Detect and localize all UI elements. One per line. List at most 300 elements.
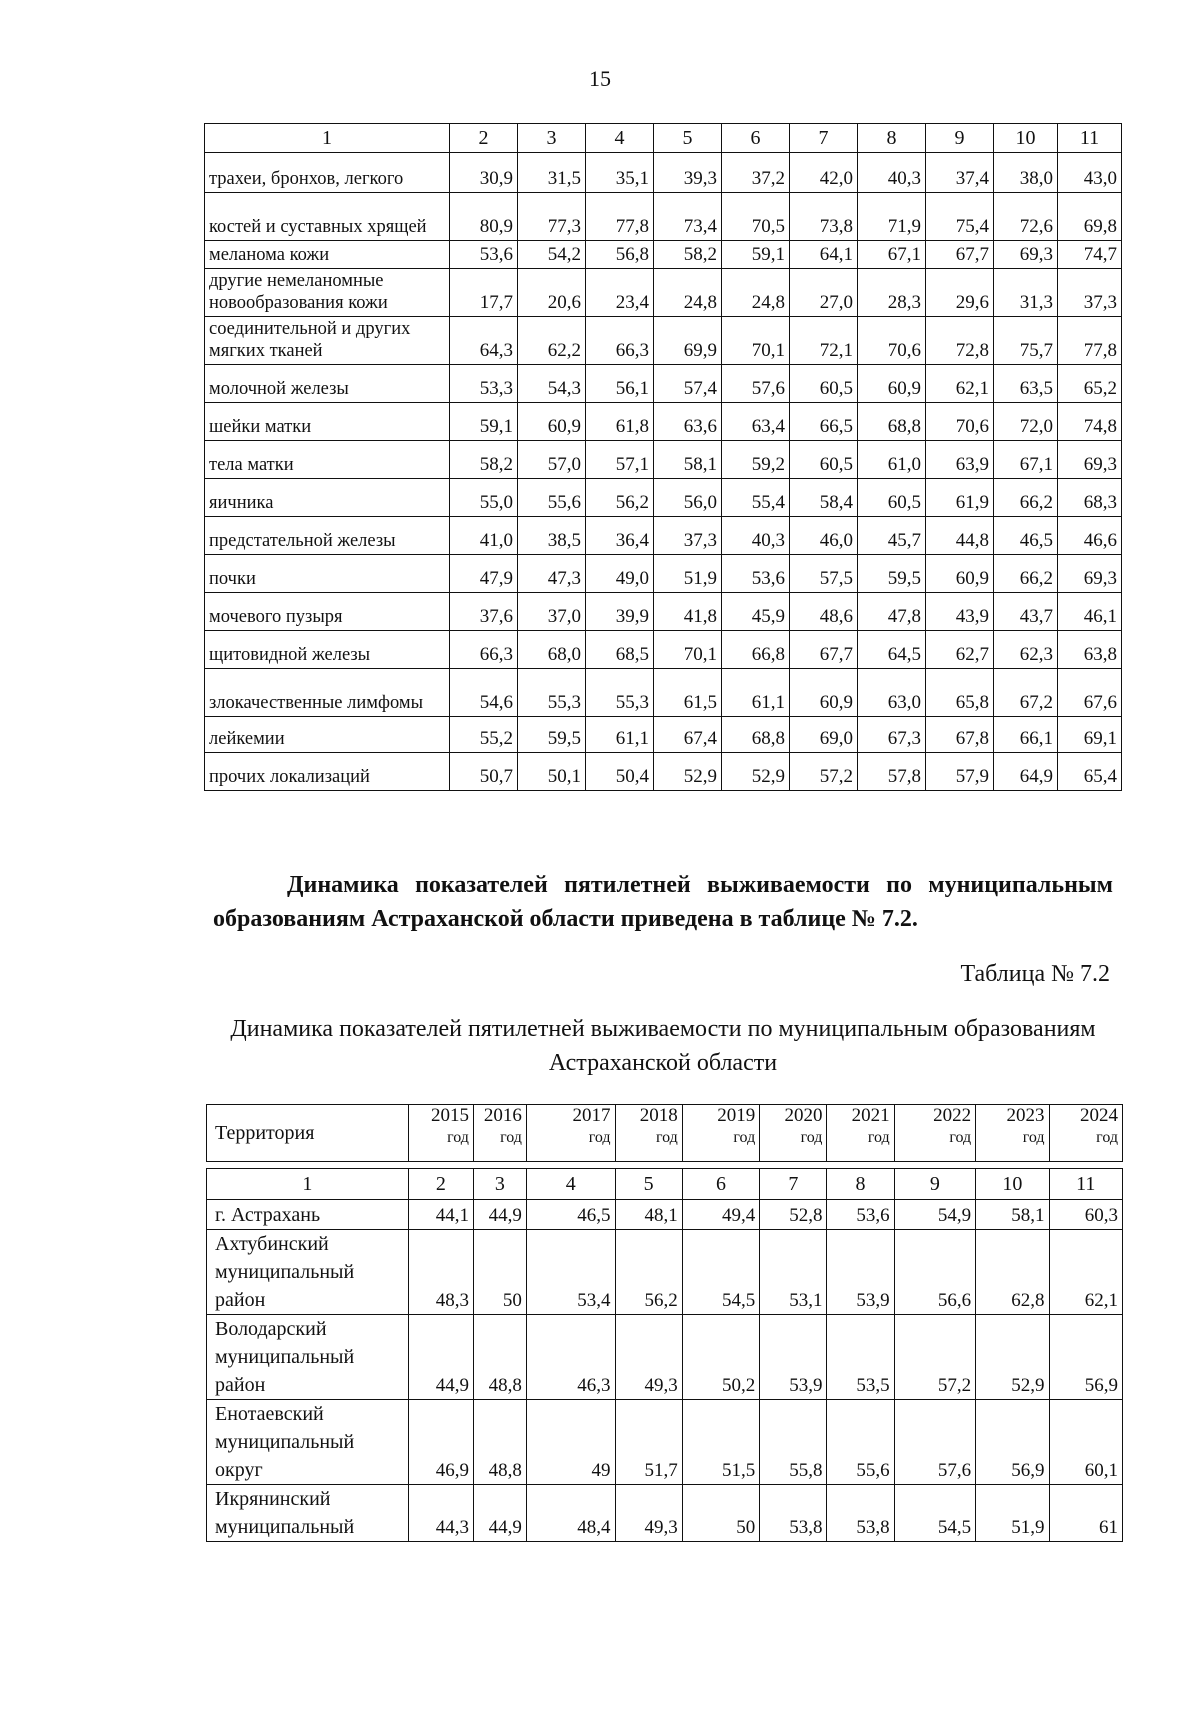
table-cell: 72,6 bbox=[994, 193, 1058, 241]
table-cell: 24,8 bbox=[654, 269, 722, 317]
table-cell: 55,2 bbox=[450, 717, 518, 753]
table-cell: 67,3 bbox=[858, 717, 926, 753]
table-cell: 69,1 bbox=[1058, 717, 1122, 753]
table-cell: 55,3 bbox=[518, 669, 586, 717]
table-cell: 61,1 bbox=[722, 669, 790, 717]
column-number-8: 8 bbox=[827, 1169, 894, 1200]
table-cell: 30,9 bbox=[450, 153, 518, 193]
table-cell: 62,8 bbox=[976, 1230, 1049, 1315]
table-cell: 41,8 bbox=[654, 593, 722, 631]
table-cell: 68,5 bbox=[586, 631, 654, 669]
table-cell: 62,3 bbox=[994, 631, 1058, 669]
table-cell: 68,0 bbox=[518, 631, 586, 669]
table-cell: 44,9 bbox=[408, 1315, 473, 1400]
table-row bbox=[205, 753, 1122, 791]
table-cell: 67,8 bbox=[926, 717, 994, 753]
table-cell: 44,9 bbox=[473, 1485, 526, 1542]
table-cell: 58,2 bbox=[654, 241, 722, 269]
year-value: 2023 bbox=[1006, 1105, 1045, 1126]
table-row bbox=[205, 153, 1122, 193]
table-row bbox=[205, 593, 1122, 631]
table-cell: 70,1 bbox=[722, 317, 790, 365]
table-header-row bbox=[207, 1105, 1123, 1162]
table-cell: 72,1 bbox=[790, 317, 858, 365]
table-cell: 63,0 bbox=[858, 669, 926, 717]
table-cell: 39,9 bbox=[586, 593, 654, 631]
table-cell: 48,8 bbox=[473, 1400, 526, 1485]
table-cell: 48,3 bbox=[408, 1230, 473, 1315]
row-label: тела матки bbox=[205, 441, 450, 479]
table-cell: 37,6 bbox=[450, 593, 518, 631]
table-cell: 61,1 bbox=[586, 717, 654, 753]
table-cell: 46,1 bbox=[1058, 593, 1122, 631]
table-cell: 57,4 bbox=[654, 365, 722, 403]
table-cell: 69,0 bbox=[790, 717, 858, 753]
table-cell: 65,4 bbox=[1058, 753, 1122, 791]
table-cell: 70,5 bbox=[722, 193, 790, 241]
table-cell: 67,1 bbox=[858, 241, 926, 269]
year-value: 2022 bbox=[933, 1105, 972, 1126]
table-cell: 73,4 bbox=[654, 193, 722, 241]
table-cell: 50 bbox=[682, 1485, 759, 1542]
table-cell: 69,3 bbox=[1058, 555, 1122, 593]
column-number-9: 9 bbox=[894, 1169, 976, 1200]
row-label: Икрянинский муниципальный bbox=[207, 1485, 409, 1542]
table-cell: 48,1 bbox=[615, 1200, 682, 1230]
table-cell: 60,5 bbox=[790, 365, 858, 403]
table-cell: 43,7 bbox=[994, 593, 1058, 631]
table-cell: 37,0 bbox=[518, 593, 586, 631]
table-cell: 50,2 bbox=[682, 1315, 759, 1400]
table-cell: 69,3 bbox=[1058, 441, 1122, 479]
table-cell: 58,2 bbox=[450, 441, 518, 479]
table-cell: 52,9 bbox=[976, 1315, 1049, 1400]
table-row bbox=[205, 479, 1122, 517]
table-cell: 63,4 bbox=[722, 403, 790, 441]
table-cell: 36,4 bbox=[586, 517, 654, 555]
table-cell: 50,1 bbox=[518, 753, 586, 791]
table-cell: 53,5 bbox=[827, 1315, 894, 1400]
table-cell: 55,8 bbox=[760, 1400, 827, 1485]
table-cell: 53,3 bbox=[450, 365, 518, 403]
table-row bbox=[207, 1200, 1123, 1230]
year-value: 2020 bbox=[784, 1105, 823, 1126]
table-cell: 44,1 bbox=[408, 1200, 473, 1230]
table-cell: 63,9 bbox=[926, 441, 994, 479]
table-cell: 49 bbox=[526, 1400, 615, 1485]
table-row bbox=[207, 1230, 1123, 1315]
column-number-10: 10 bbox=[994, 124, 1058, 153]
table-cell: 61,8 bbox=[586, 403, 654, 441]
year-header bbox=[976, 1105, 1049, 1162]
year-suffix: год bbox=[655, 1129, 678, 1146]
table-cell: 57,6 bbox=[894, 1400, 976, 1485]
table-cell: 49,0 bbox=[586, 555, 654, 593]
year-suffix: год bbox=[733, 1129, 756, 1146]
table-cell: 23,4 bbox=[586, 269, 654, 317]
table-cell: 54,5 bbox=[894, 1485, 976, 1542]
table-cell: 29,6 bbox=[926, 269, 994, 317]
table-row bbox=[205, 717, 1122, 753]
column-number-7: 7 bbox=[790, 124, 858, 153]
table-cell: 46,0 bbox=[790, 517, 858, 555]
table-cell: 56,0 bbox=[654, 479, 722, 517]
table-row bbox=[205, 441, 1122, 479]
column-number-2: 2 bbox=[450, 124, 518, 153]
table-cell: 75,4 bbox=[926, 193, 994, 241]
table-cell: 54,9 bbox=[894, 1200, 976, 1230]
table-cell: 66,3 bbox=[450, 631, 518, 669]
table-cell: 56,9 bbox=[976, 1400, 1049, 1485]
row-label: Енотаевский муниципальный округ bbox=[207, 1400, 409, 1485]
table-cell: 67,7 bbox=[790, 631, 858, 669]
table-cell: 56,1 bbox=[586, 365, 654, 403]
column-number-8: 8 bbox=[858, 124, 926, 153]
table-cell: 48,4 bbox=[526, 1485, 615, 1542]
table-cell: 77,8 bbox=[586, 193, 654, 241]
table-cell: 31,5 bbox=[518, 153, 586, 193]
table-row bbox=[205, 631, 1122, 669]
year-value: 2024 bbox=[1080, 1105, 1118, 1126]
row-label: предстательной железы bbox=[205, 517, 450, 555]
table-row bbox=[207, 1485, 1123, 1542]
table-cell: 55,4 bbox=[722, 479, 790, 517]
table-cell: 51,9 bbox=[654, 555, 722, 593]
table-cell: 51,5 bbox=[682, 1400, 759, 1485]
table-cell: 67,4 bbox=[654, 717, 722, 753]
table-cell: 75,7 bbox=[994, 317, 1058, 365]
table-cell: 40,3 bbox=[858, 153, 926, 193]
year-suffix: год bbox=[949, 1129, 972, 1146]
column-number-6: 6 bbox=[722, 124, 790, 153]
table-cell: 67,7 bbox=[926, 241, 994, 269]
table-cell: 77,3 bbox=[518, 193, 586, 241]
table-cell: 48,8 bbox=[473, 1315, 526, 1400]
territory-header: Территория bbox=[207, 1105, 409, 1162]
table-cell: 57,5 bbox=[790, 555, 858, 593]
table-cell: 35,1 bbox=[586, 153, 654, 193]
table-cell: 56,9 bbox=[1049, 1315, 1122, 1400]
table-cell: 64,9 bbox=[994, 753, 1058, 791]
table-cell: 43,9 bbox=[926, 593, 994, 631]
table-row bbox=[205, 669, 1122, 717]
table-cell: 39,3 bbox=[654, 153, 722, 193]
year-value: 2018 bbox=[639, 1105, 678, 1126]
column-number-5: 5 bbox=[654, 124, 722, 153]
body-paragraph: Динамика показателей пятилетней выживаемости по муниципальным образованиям Астраханской области приведена в таблице № 7.2. bbox=[213, 872, 1113, 932]
year-header bbox=[894, 1105, 976, 1162]
table-cell: 50 bbox=[473, 1230, 526, 1315]
table-cell: 38,5 bbox=[518, 517, 586, 555]
table-cell: 54,5 bbox=[682, 1230, 759, 1315]
table-cell: 73,8 bbox=[790, 193, 858, 241]
table-cell: 56,6 bbox=[894, 1230, 976, 1315]
table-cell: 58,1 bbox=[976, 1200, 1049, 1230]
row-label: мочевого пузыря bbox=[205, 593, 450, 631]
table-cell: 67,6 bbox=[1058, 669, 1122, 717]
year-suffix: год bbox=[1096, 1129, 1118, 1146]
table-cell: 66,2 bbox=[994, 555, 1058, 593]
table-cell: 38,0 bbox=[994, 153, 1058, 193]
table-cell: 60,9 bbox=[858, 365, 926, 403]
year-header bbox=[1049, 1105, 1122, 1162]
year-suffix: год bbox=[1022, 1129, 1045, 1146]
table-row bbox=[205, 365, 1122, 403]
table-cell: 59,5 bbox=[518, 717, 586, 753]
table-cell: 63,5 bbox=[994, 365, 1058, 403]
year-suffix: год bbox=[500, 1129, 522, 1146]
table-cell: 51,7 bbox=[615, 1400, 682, 1485]
year-suffix: год bbox=[867, 1129, 890, 1146]
table-cell: 54,6 bbox=[450, 669, 518, 717]
survival-by-site-table bbox=[204, 123, 1122, 791]
table-cell: 56,8 bbox=[586, 241, 654, 269]
table-cell: 41,0 bbox=[450, 517, 518, 555]
table-cell: 68,3 bbox=[1058, 479, 1122, 517]
table-cell: 63,8 bbox=[1058, 631, 1122, 669]
column-number-5: 5 bbox=[615, 1169, 682, 1200]
table-cell: 57,8 bbox=[858, 753, 926, 791]
table-cell: 48,6 bbox=[790, 593, 858, 631]
row-label: молочной железы bbox=[205, 365, 450, 403]
table-cell: 65,8 bbox=[926, 669, 994, 717]
column-number-4: 4 bbox=[586, 124, 654, 153]
table-cell: 55,6 bbox=[827, 1400, 894, 1485]
row-label: Ахтубинский муниципальный район bbox=[207, 1230, 409, 1315]
table-cell: 46,3 bbox=[526, 1315, 615, 1400]
table-cell: 56,2 bbox=[615, 1230, 682, 1315]
table-cell: 53,8 bbox=[827, 1485, 894, 1542]
year-header bbox=[682, 1105, 759, 1162]
row-label: трахеи, бронхов, легкого bbox=[205, 153, 450, 193]
table-cell: 59,1 bbox=[450, 403, 518, 441]
table-cell: 68,8 bbox=[722, 717, 790, 753]
table-cell: 55,3 bbox=[586, 669, 654, 717]
row-label: костей и суставных хрящей bbox=[205, 193, 450, 241]
column-number-9: 9 bbox=[926, 124, 994, 153]
table-cell: 72,8 bbox=[926, 317, 994, 365]
table-cell: 72,0 bbox=[994, 403, 1058, 441]
year-value: 2017 bbox=[572, 1105, 611, 1126]
table-cell: 53,9 bbox=[760, 1315, 827, 1400]
table-row bbox=[207, 1400, 1123, 1485]
table-cell: 57,0 bbox=[518, 441, 586, 479]
year-header bbox=[827, 1105, 894, 1162]
row-label: г. Астрахань bbox=[207, 1200, 409, 1230]
column-number-2: 2 bbox=[408, 1169, 473, 1200]
column-number-1: 1 bbox=[205, 124, 450, 153]
table-cell: 62,2 bbox=[518, 317, 586, 365]
table-cell: 50,4 bbox=[586, 753, 654, 791]
row-label: соединительной и других мягких тканей bbox=[205, 317, 450, 365]
table-cell: 74,8 bbox=[1058, 403, 1122, 441]
table-cell: 58,1 bbox=[654, 441, 722, 479]
year-value: 2019 bbox=[717, 1105, 756, 1126]
table-cell: 37,2 bbox=[722, 153, 790, 193]
row-label: яичника bbox=[205, 479, 450, 517]
year-suffix: год bbox=[588, 1129, 611, 1146]
column-number-11: 11 bbox=[1058, 124, 1122, 153]
table-cell: 20,6 bbox=[518, 269, 586, 317]
row-label: шейки матки bbox=[205, 403, 450, 441]
table-cell: 80,9 bbox=[450, 193, 518, 241]
table-cell: 44,9 bbox=[473, 1200, 526, 1230]
row-label: злокачественные лимфомы bbox=[205, 669, 450, 717]
year-header bbox=[473, 1105, 526, 1162]
column-number-6: 6 bbox=[682, 1169, 759, 1200]
table-cell: 64,3 bbox=[450, 317, 518, 365]
table-cell: 53,6 bbox=[450, 241, 518, 269]
table-cell: 61,0 bbox=[858, 441, 926, 479]
row-label: лейкемии bbox=[205, 717, 450, 753]
table-cell: 51,9 bbox=[976, 1485, 1049, 1542]
row-label: почки bbox=[205, 555, 450, 593]
table-header-row bbox=[205, 124, 1122, 153]
table-cell: 66,2 bbox=[994, 479, 1058, 517]
table-cell: 53,6 bbox=[827, 1200, 894, 1230]
survival-by-municipality-table bbox=[206, 1104, 1123, 1542]
table-cell: 60,9 bbox=[790, 669, 858, 717]
table-cell: 62,1 bbox=[926, 365, 994, 403]
table-cell: 57,6 bbox=[722, 365, 790, 403]
table-cell: 69,9 bbox=[654, 317, 722, 365]
year-header bbox=[760, 1105, 827, 1162]
table-cell: 60,5 bbox=[858, 479, 926, 517]
table-cell: 62,1 bbox=[1049, 1230, 1122, 1315]
table-cell: 53,6 bbox=[722, 555, 790, 593]
table-cell: 59,1 bbox=[722, 241, 790, 269]
table-cell: 31,3 bbox=[994, 269, 1058, 317]
table-cell: 45,9 bbox=[722, 593, 790, 631]
table-cell: 37,4 bbox=[926, 153, 994, 193]
table-cell: 64,5 bbox=[858, 631, 926, 669]
table-cell: 57,2 bbox=[790, 753, 858, 791]
table-cell: 60,9 bbox=[518, 403, 586, 441]
table-cell: 58,4 bbox=[790, 479, 858, 517]
table-cell: 47,8 bbox=[858, 593, 926, 631]
table-cell: 52,8 bbox=[760, 1200, 827, 1230]
table-cell: 57,9 bbox=[926, 753, 994, 791]
table-cell: 46,6 bbox=[1058, 517, 1122, 555]
table-cell: 60,3 bbox=[1049, 1200, 1122, 1230]
year-header bbox=[615, 1105, 682, 1162]
table-row bbox=[205, 269, 1122, 317]
table-label: Таблица № 7.2 bbox=[960, 961, 1110, 987]
table-row bbox=[207, 1315, 1123, 1400]
table-cell: 69,3 bbox=[994, 241, 1058, 269]
table-cell: 70,6 bbox=[858, 317, 926, 365]
table-cell: 60,5 bbox=[790, 441, 858, 479]
year-suffix: год bbox=[447, 1129, 469, 1146]
table-cell: 46,5 bbox=[526, 1200, 615, 1230]
table-cell: 47,3 bbox=[518, 555, 586, 593]
table-cell: 49,3 bbox=[615, 1315, 682, 1400]
table-cell: 17,7 bbox=[450, 269, 518, 317]
table-row bbox=[205, 241, 1122, 269]
table-cell: 67,1 bbox=[994, 441, 1058, 479]
table-cell: 57,2 bbox=[894, 1315, 976, 1400]
table-cell: 68,8 bbox=[858, 403, 926, 441]
table-cell: 56,2 bbox=[586, 479, 654, 517]
table-cell: 53,9 bbox=[827, 1230, 894, 1315]
year-value: 2016 bbox=[483, 1105, 522, 1126]
table-cell: 57,1 bbox=[586, 441, 654, 479]
table-cell: 24,8 bbox=[722, 269, 790, 317]
table-cell: 42,0 bbox=[790, 153, 858, 193]
table-cell: 50,7 bbox=[450, 753, 518, 791]
table-cell: 60,9 bbox=[926, 555, 994, 593]
table-cell: 55,0 bbox=[450, 479, 518, 517]
table-cell: 54,3 bbox=[518, 365, 586, 403]
table-cell: 69,8 bbox=[1058, 193, 1122, 241]
table-title: Динамика показателей пятилетней выживаемости по муниципальным образованиям Астраханской области bbox=[230, 1016, 1096, 1076]
table-cell: 67,2 bbox=[994, 669, 1058, 717]
table-cell: 61,9 bbox=[926, 479, 994, 517]
column-number-10: 10 bbox=[976, 1169, 1049, 1200]
table-cell: 65,2 bbox=[1058, 365, 1122, 403]
table-cell: 70,1 bbox=[654, 631, 722, 669]
column-numbers-row bbox=[207, 1169, 1123, 1200]
table-row bbox=[205, 403, 1122, 441]
column-number-1: 1 bbox=[207, 1169, 409, 1200]
table-cell: 71,9 bbox=[858, 193, 926, 241]
table-cell: 46,9 bbox=[408, 1400, 473, 1485]
table-row bbox=[205, 193, 1122, 241]
table-cell: 46,5 bbox=[994, 517, 1058, 555]
table-cell: 45,7 bbox=[858, 517, 926, 555]
table-cell: 77,8 bbox=[1058, 317, 1122, 365]
row-label: меланома кожи bbox=[205, 241, 450, 269]
table-cell: 63,6 bbox=[654, 403, 722, 441]
table-cell: 64,1 bbox=[790, 241, 858, 269]
column-number-3: 3 bbox=[473, 1169, 526, 1200]
table-cell: 28,3 bbox=[858, 269, 926, 317]
table-cell: 47,9 bbox=[450, 555, 518, 593]
table-cell: 66,3 bbox=[586, 317, 654, 365]
year-value: 2015 bbox=[430, 1105, 469, 1126]
row-label: щитовидной железы bbox=[205, 631, 450, 669]
table-cell: 53,4 bbox=[526, 1230, 615, 1315]
table-cell: 66,8 bbox=[722, 631, 790, 669]
row-label: Володарский муниципальный район bbox=[207, 1315, 409, 1400]
table-cell: 43,0 bbox=[1058, 153, 1122, 193]
year-suffix: год bbox=[800, 1129, 823, 1146]
table-cell: 27,0 bbox=[790, 269, 858, 317]
table-cell: 74,7 bbox=[1058, 241, 1122, 269]
table-cell: 53,8 bbox=[760, 1485, 827, 1542]
table-cell: 53,1 bbox=[760, 1230, 827, 1315]
year-header bbox=[408, 1105, 473, 1162]
table-row bbox=[205, 555, 1122, 593]
row-label: другие немеланомные новообразования кожи bbox=[205, 269, 450, 317]
table-cell: 62,7 bbox=[926, 631, 994, 669]
table-cell: 55,6 bbox=[518, 479, 586, 517]
table-row bbox=[205, 517, 1122, 555]
table-cell: 49,3 bbox=[615, 1485, 682, 1542]
year-header bbox=[526, 1105, 615, 1162]
table-cell: 37,3 bbox=[1058, 269, 1122, 317]
table-cell: 37,3 bbox=[654, 517, 722, 555]
table-cell: 49,4 bbox=[682, 1200, 759, 1230]
table-cell: 70,6 bbox=[926, 403, 994, 441]
table-cell: 66,1 bbox=[994, 717, 1058, 753]
table-cell: 40,3 bbox=[722, 517, 790, 555]
table-cell: 52,9 bbox=[654, 753, 722, 791]
table-cell: 52,9 bbox=[722, 753, 790, 791]
table-cell: 44,3 bbox=[408, 1485, 473, 1542]
table-cell: 61,5 bbox=[654, 669, 722, 717]
table-cell: 66,5 bbox=[790, 403, 858, 441]
